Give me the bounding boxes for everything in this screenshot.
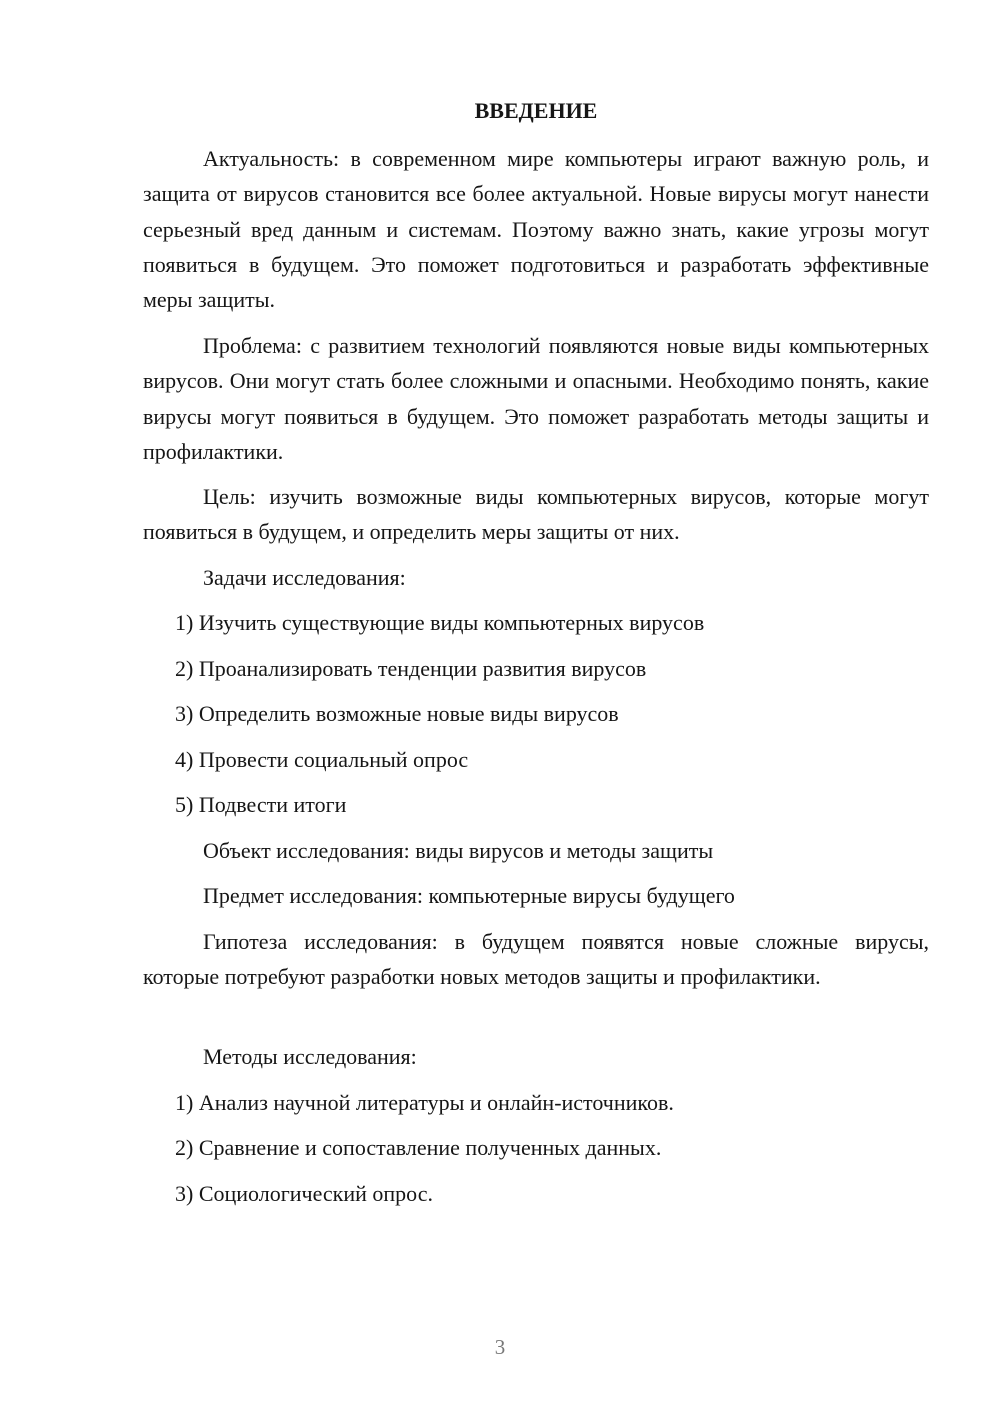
- goal-paragraph: Цель: изучить возможные виды компьютерных вирусов, которые могут появиться в будущем, и определить меры защиты от них.: [143, 484, 929, 545]
- methods-label: Методы исследования:: [203, 1044, 417, 1069]
- task-item-1: 1) Изучить существующие виды компьютерных вирусов: [175, 610, 705, 635]
- tasks-label: Задачи исследования:: [203, 565, 406, 590]
- task-item-4: 4) Провести социальный опрос: [175, 747, 469, 772]
- research-object: Объект исследования: виды вирусов и методы защиты: [203, 838, 714, 863]
- page-number: 3: [494, 1335, 506, 1359]
- relevance-paragraph: Актуальность: в современном мире компьютеры играют важную роль, и защита от вирусов становится все более актуальной. Новые вирусы могут нанести серьезный вред данным и системам. Поэтому важно знать, какие угрозы могут появиться в будущем. Это поможет подготовиться и разработать эффективные меры защиты.: [143, 146, 929, 313]
- hypothesis-paragraph: Гипотеза исследования: в будущем появятся новые сложные вирусы, которые потребуют разработки новых методов защиты и профилактики.: [143, 929, 929, 990]
- section-title: ВВЕДЕНИЕ: [474, 98, 598, 123]
- task-item-5: 5) Подвести итоги: [175, 792, 347, 817]
- method-item-3: 3) Социологический опрос.: [175, 1181, 433, 1206]
- method-item-1: 1) Анализ научной литературы и онлайн-источников.: [175, 1090, 674, 1115]
- problem-paragraph: Проблема: с развитием технологий появляются новые виды компьютерных вирусов. Они могут стать более сложными и опасными. Необходимо понять, какие вирусы могут появиться в будущем. Это поможет разработать методы защиты и профилактики.: [143, 333, 929, 464]
- method-item-2: 2) Сравнение и сопоставление полученных данных.: [175, 1135, 662, 1160]
- task-item-2: 2) Проанализировать тенденции развития вирусов: [175, 656, 647, 681]
- research-subject: Предмет исследования: компьютерные вирусы будущего: [203, 883, 735, 908]
- task-item-3: 3) Определить возможные новые виды вирусов: [175, 701, 619, 726]
